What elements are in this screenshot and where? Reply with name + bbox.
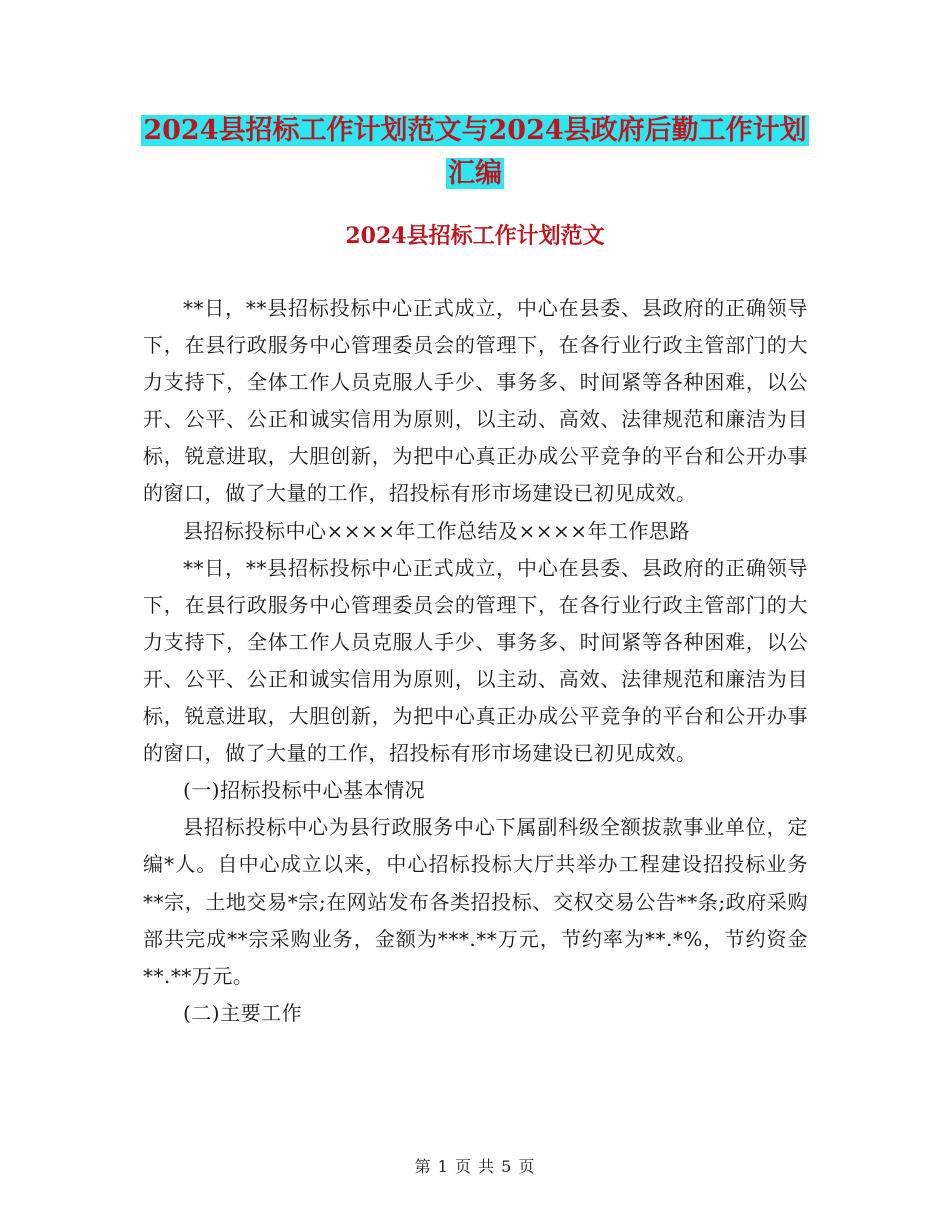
document-title-line-1 <box>0 112 950 150</box>
document-title-highlight: 汇编 <box>448 158 502 189</box>
document-title-line-2 <box>0 155 950 193</box>
page-number-footer: 第 1 页 共 5 页 <box>414 1157 536 1176</box>
paragraph-heading: 县招标投标中心××××年工作总结及××××年工作思路 <box>183 518 691 543</box>
paragraph-heading: (一)招标投标中心基本情况 <box>183 778 426 803</box>
document-title-highlight: 2024县招标工作计划范文与2024县政府后勤工作计划 <box>143 115 807 146</box>
paragraph: **日，**县招标投标中心正式成立，中心在县委、县政府的正确领导下，在县行政服务中心管理委员会的管理下，在各行业行政主管部门的大力支持下，全体工作人员克服人手少、事务多、时间紧等各种困难，以公开、公平、公正和诚实信用为原则，以主动、高效、法律规范和廉洁为目标，锐意进取，大胆创新，为把中心真正办成公平竞争的平台和公开办事的窗口，做了大量的工作，招投标有形市场建设已初见成效。 <box>143 555 808 766</box>
paragraph: 县招标投标中心为县行政服务中心下属副科级全额拔款事业单位，定编*人。自中心成立以来，中心招标投标大厅共举办工程建设招投标业务**宗，土地交易*宗;在网站发布各类招投标、交权交易公告**条;政府采购部共完成**宗采购业务，金额为***.**万元，节约率为**.*%，节约资金**.**万元。 <box>143 815 808 988</box>
paragraph: **日，**县招标投标中心正式成立，中心在县委、县政府的正确领导下，在县行政服务中心管理委员会的管理下，在各行业行政主管部门的大力支持下，全体工作人员克服人手少、事务多、时间紧等各种困难，以公开、公平、公正和诚实信用为原则，以主动、高效、法律规范和廉洁为目标，锐意进取，大胆创新，为把中心真正办成公平竞争的平台和公开办事的窗口，做了大量的工作，招投标有形市场建设已初见成效。 <box>143 296 808 506</box>
document-body <box>143 290 808 1032</box>
paragraph-heading: (二)主要工作 <box>183 1000 303 1025</box>
section-title: 2024县招标工作计划范文 <box>345 223 605 249</box>
